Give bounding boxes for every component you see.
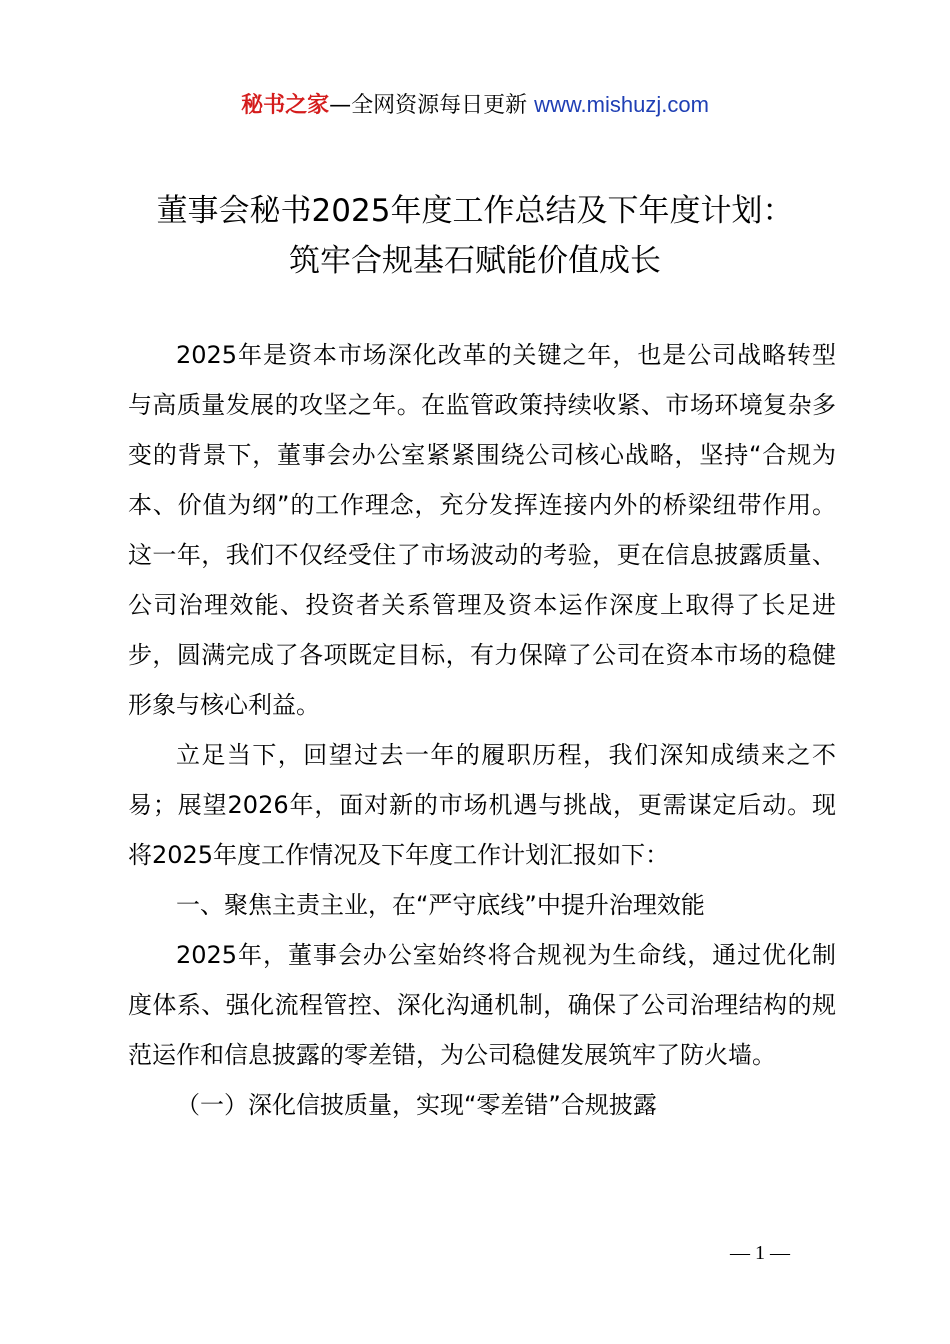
document-body: [128, 330, 836, 1130]
document-title: [0, 186, 950, 286]
subsection-heading-1: （一）深化信披质量，实现“零差错”合规披露: [176, 1091, 657, 1119]
page-number: — 1 —: [730, 1242, 790, 1264]
brand-name: 秘书之家: [241, 93, 330, 118]
intro-paragraph: 2025年是资本市场深化改革的关键之年，也是公司战略转型与高质量发展的攻坚之年。在监管政策持续收紧、市场环境复杂多变的背景下，董事会办公室紧紧围绕公司核心战略，坚持“合规为本、价值为纲”的工作理念，充分发挥连接内外的桥梁纽带作用。这一年，我们不仅经受住了市场波动的考验，更在信息披露质量、公司治理效能、投资者关系管理及资本运作深度上取得了长足进步，圆满完成了各项既定目标，有力保障了公司在资本市场的稳健形象与核心利益。: [128, 341, 836, 719]
title-line-2: 筑牢合规基石赋能价值成长: [289, 243, 661, 279]
section-heading-1: 一、聚焦主责主业，在“严守底线”中提升治理效能: [176, 891, 705, 919]
site-url-link[interactable]: www.mishuzj.com: [534, 92, 709, 117]
header-tagline: —全网资源每日更新: [329, 93, 535, 118]
site-header: [0, 88, 950, 123]
title-line-1: 董事会秘书2025年度工作总结及下年度计划：: [156, 193, 794, 229]
overview-paragraph: 立足当下，回望过去一年的履职历程，我们深知成绩来之不易；展望2026年，面对新的市场机遇与挑战，更需谋定后动。现将2025年度工作情况及下年度工作计划汇报如下：: [128, 741, 836, 869]
section-1-paragraph: 2025年，董事会办公室始终将合规视为生命线，通过优化制度体系、强化流程管控、深化沟通机制，确保了公司治理结构的规范运作和信息披露的零差错，为公司稳健发展筑牢了防火墙。: [128, 941, 836, 1069]
